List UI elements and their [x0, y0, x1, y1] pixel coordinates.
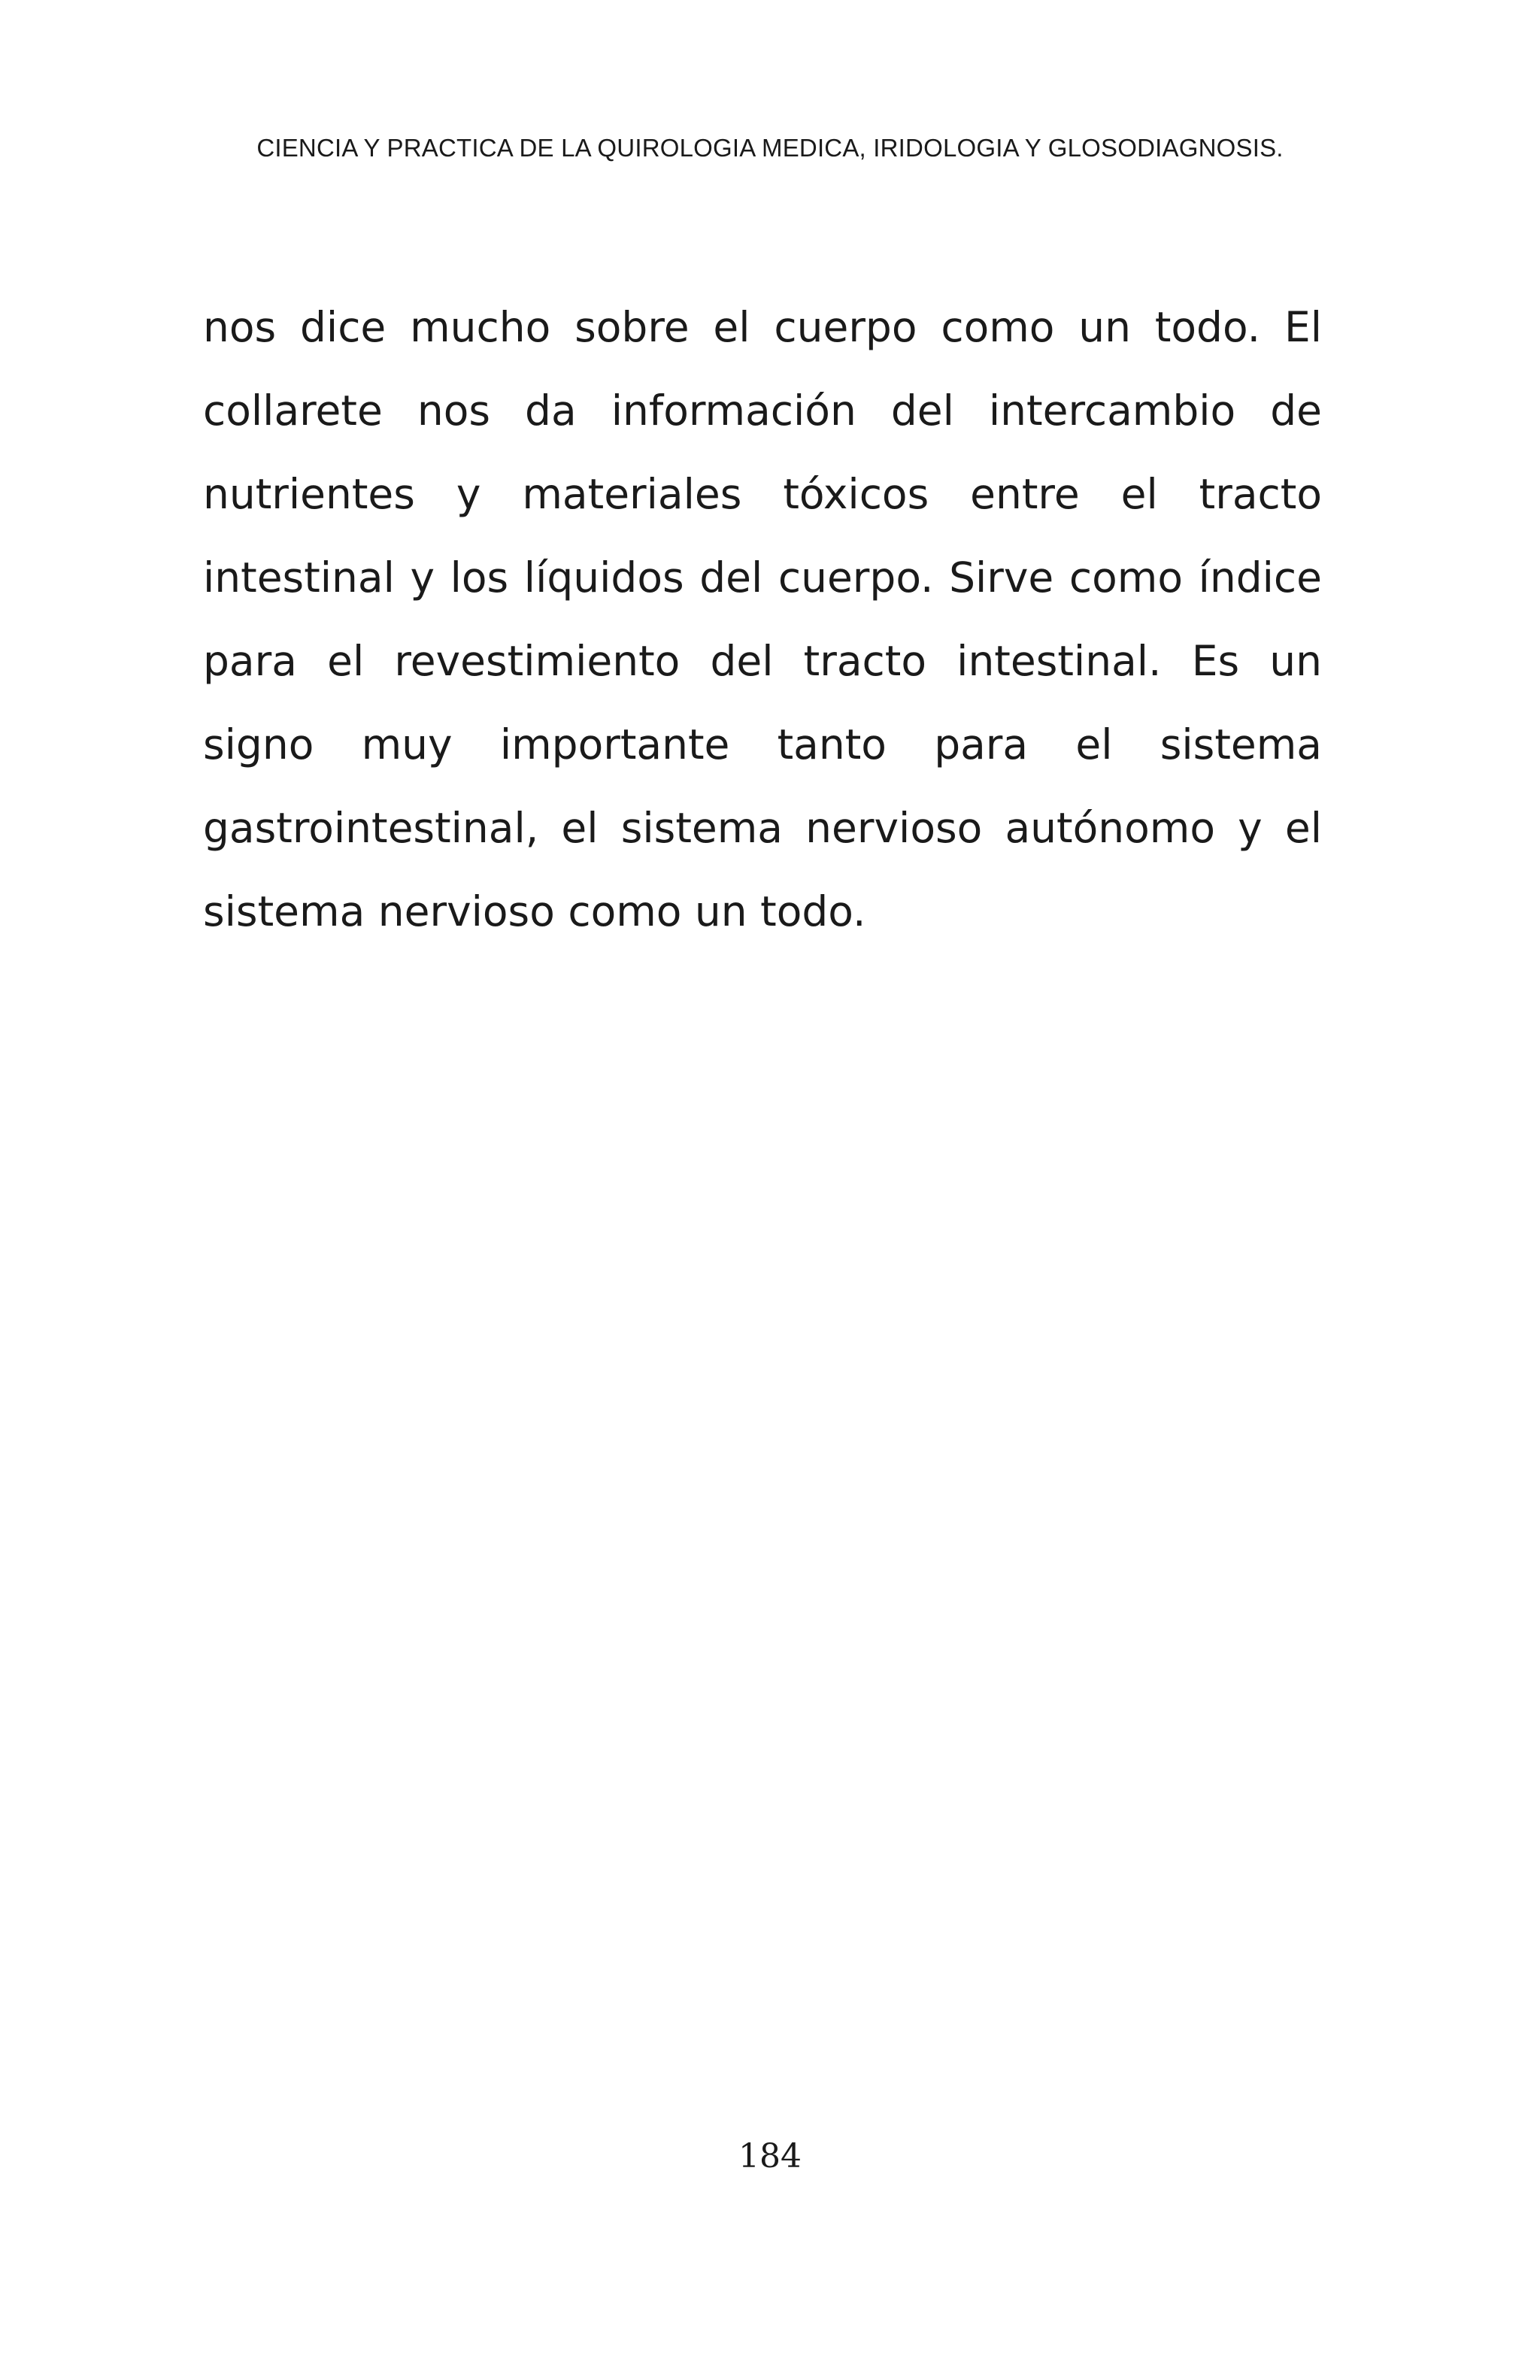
page-number: 184: [738, 2137, 802, 2175]
running-header: CIENCIA Y PRACTICA DE LA QUIROLOGIA MEDICA, IRIDOLOGIA Y GLOSODIAGNOSIS.: [256, 134, 1284, 162]
body-paragraph: nos dice mucho sobre el cuerpo como un todo. El collarete nos da información del intercambio de nutrientes y materiales tóxicos entre el tracto intestinal y los líquidos del cuerpo. Sirve como índice para el revestimiento del tracto intestinal. Es un signo muy importante tanto para el sistema gastrointestinal, el sistema nervioso autónomo y el sistema nervioso como un todo.: [203, 303, 1322, 935]
